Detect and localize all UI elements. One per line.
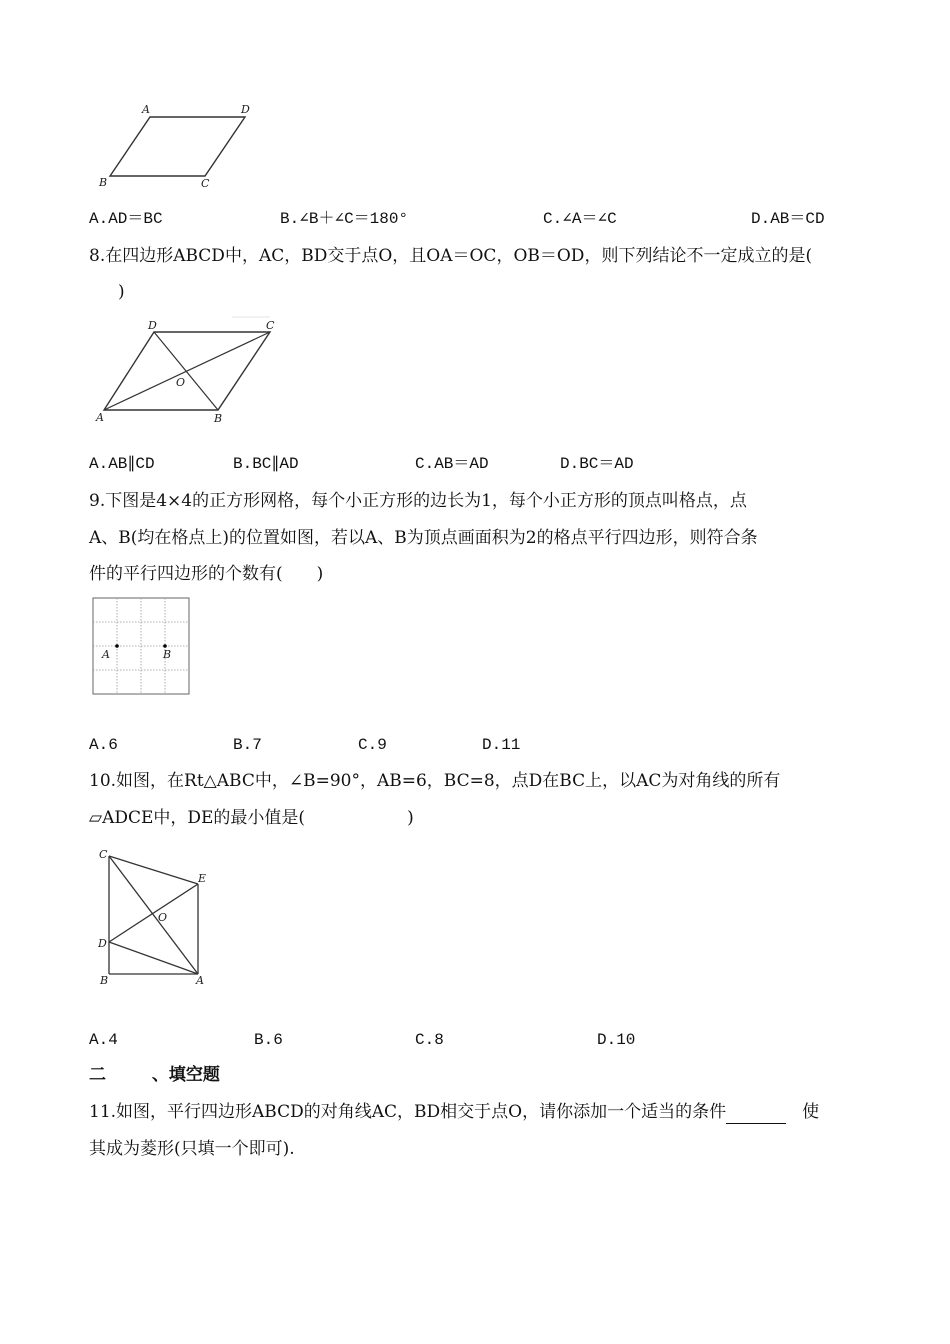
q10-label-o: O [158, 911, 168, 924]
q8-label-o: O [176, 376, 186, 389]
section-title: 、填空题 [151, 1065, 220, 1085]
q10-label-a: A [196, 974, 204, 987]
section-heading [89, 1063, 220, 1087]
q9-option-d[interactable]: D.11 [482, 736, 521, 754]
q8-label-c: C [266, 319, 275, 332]
q7-label-a: A [142, 103, 150, 116]
q10-label-d: D [98, 937, 107, 950]
q9-option-b[interactable]: B.7 [233, 736, 262, 754]
q9-stem-line-2: A、B(均在格点上)的位置如图，若以A、B为顶点画面积为2的格点平行四边形，则符合条 [89, 528, 758, 548]
q8-label-a: A [96, 411, 104, 424]
q7-option-a[interactable]: A.AD＝BC [89, 210, 163, 228]
q7-label-c: C [201, 177, 210, 190]
section-number: 二 [89, 1065, 106, 1085]
q7-label-d: D [241, 103, 250, 116]
q11-stem-line-1 [89, 1100, 819, 1124]
q10-option-d[interactable]: D.10 [597, 1031, 636, 1049]
q8-option-b[interactable]: B.BC∥AD [233, 455, 299, 473]
q9-option-c[interactable]: C.9 [358, 736, 387, 754]
q7-option-c[interactable]: C.∠A＝∠C [543, 210, 617, 228]
q10-option-b[interactable]: B.6 [254, 1031, 283, 1049]
q9-grid-figure [92, 597, 190, 695]
q10-stem-line-2: ▱ADCE中，DE的最小值是( ) [89, 808, 414, 828]
q7-figure [95, 100, 265, 195]
q10-figure [94, 844, 219, 989]
q9-option-a[interactable]: A.6 [89, 736, 118, 754]
q9-label-b: B [163, 648, 172, 661]
q9-label-a: A [102, 648, 110, 661]
q7-option-b[interactable]: B.∠B＋∠C＝180° [280, 210, 409, 228]
q11-stem-part-1: 11.如图，平行四边形ABCD的对角线AC，BD相交于点O，请你添加一个适当的条件 [89, 1102, 727, 1122]
q10-label-c: C [99, 848, 108, 861]
q8-option-a[interactable]: A.AB∥CD [89, 455, 155, 473]
q8-label-d: D [148, 319, 157, 332]
q9-stem-line-1: 9.下图是4×4的正方形网格，每个小正方形的边长为1，每个小正方形的顶点叫格点，点 [89, 491, 747, 511]
q8-figure [92, 316, 287, 428]
q7-option-d[interactable]: D.AB＝CD [751, 210, 825, 228]
q11-answer-blank[interactable] [726, 1105, 786, 1124]
q10-stem-line-1: 10.如图，在Rt△ABC中，∠B=90°，AB=6，BC=8，点D在BC上，以AC为对角线的所有 [89, 771, 781, 791]
q8-label-b: B [214, 412, 223, 425]
q8-option-d[interactable]: D.BC＝AD [560, 455, 634, 473]
q10-label-e: E [198, 872, 207, 885]
q10-label-b: B [100, 974, 109, 987]
q9-stem-line-3: 件的平行四边形的个数有( ) [89, 564, 324, 584]
q7-label-b: B [99, 176, 108, 189]
q8-stem-line-2: ) [118, 282, 125, 302]
q9-point-a [115, 644, 119, 648]
q11-stem-part-2: 使 [802, 1102, 820, 1122]
q8-stem-line-1: 8.在四边形ABCD中，AC，BD交于点O，且OA＝OC，OB＝OD，则下列结论不一定成立的是( [89, 246, 813, 266]
q10-option-a[interactable]: A.4 [89, 1031, 118, 1049]
q10-option-c[interactable]: C.8 [415, 1031, 444, 1049]
q8-option-c[interactable]: C.AB＝AD [415, 455, 489, 473]
q11-stem-line-2: 其成为菱形(只填一个即可). [89, 1139, 295, 1159]
